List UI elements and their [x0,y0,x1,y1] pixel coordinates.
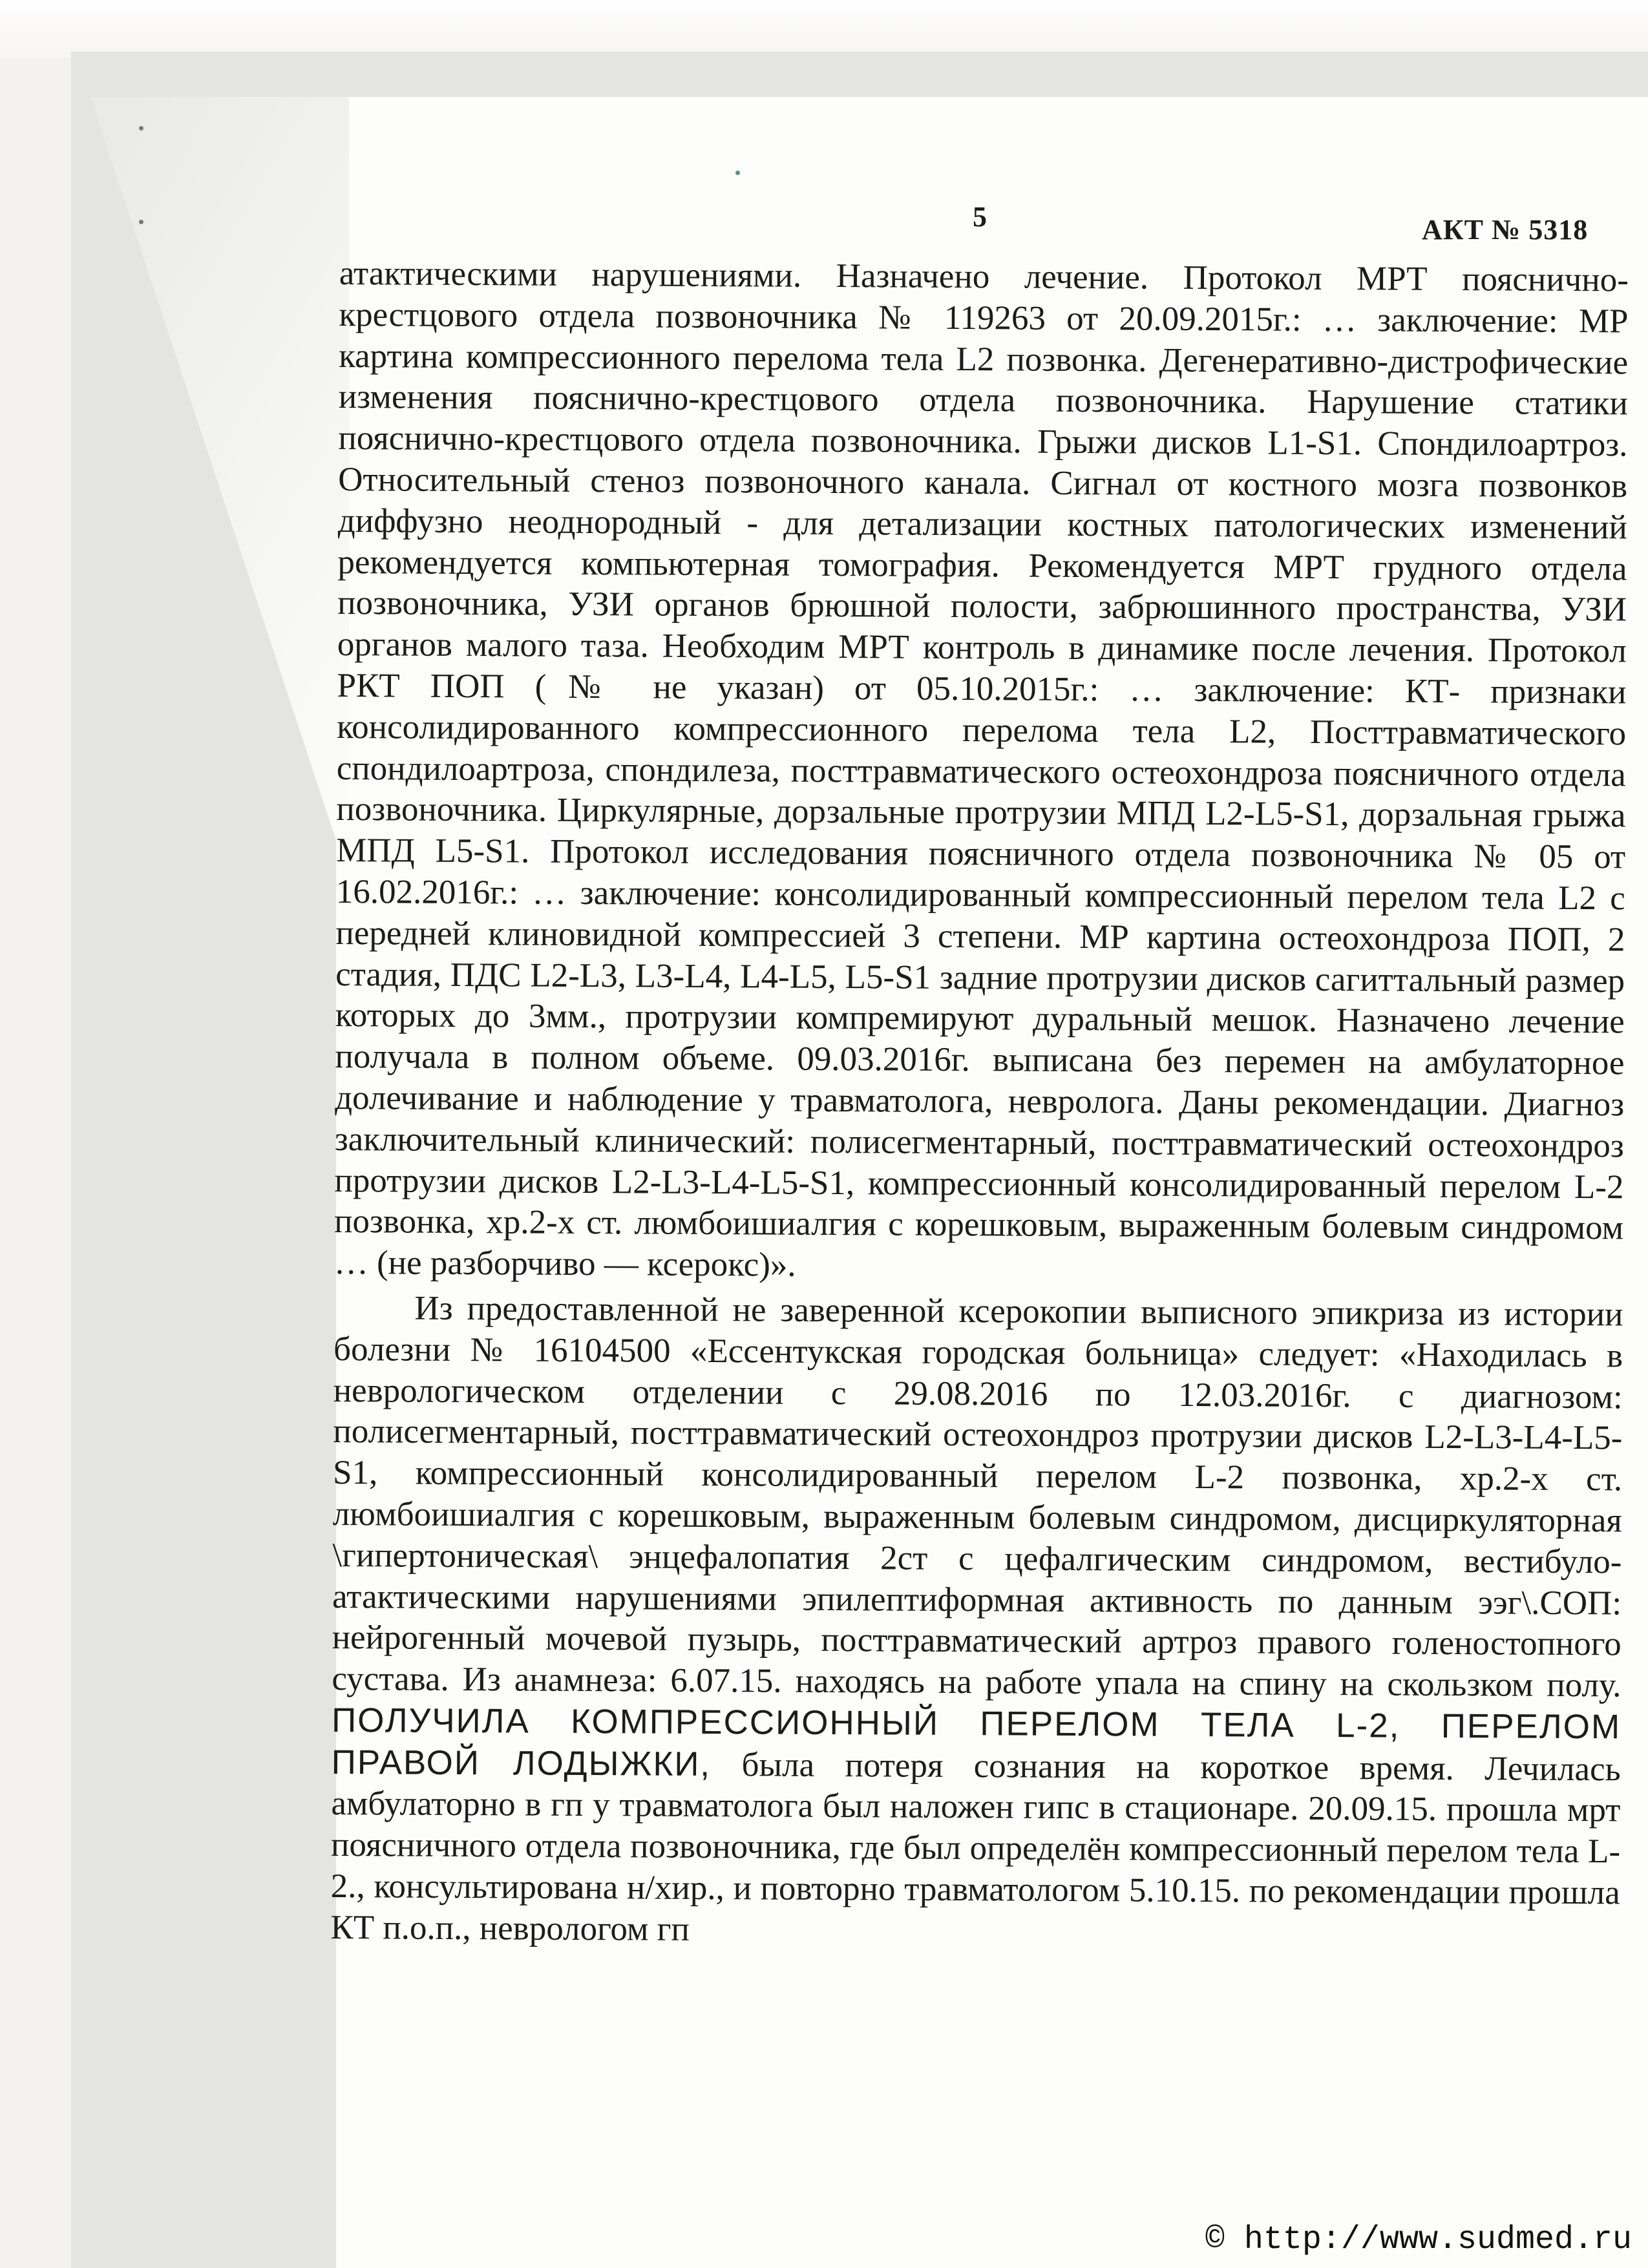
paragraph-2-caps-text: ПОЛУЧИЛА КОМПРЕССИОННЫЙ ПЕРЕЛОМ ТЕЛА L-2, ПЕРЕЛОМ ПРАВОЙ ЛОДЫЖКИ, [331,1701,1622,1783]
paragraph-2-continuation: была потеря сознания на короткое время. Лечилась амбулаторно в гп у травматолога был наложен гипс в стационаре. 20.09.15. прошла мрт поясничного отдела позвоночника, где был определён компрессионный перелом тела L-2., консультирована н/хир., и повторно травматологом 5.10.15. по рекомендации прошла КТ п.о.п., неврологом гп [330,1745,1621,1948]
page-number: 5 [973,201,987,233]
paragraph-2 [330,1288,1623,1955]
scan-speck [139,126,143,131]
watermark: © http://www.sudmed.ru [1205,2221,1632,2258]
paragraph-1: атактическими нарушениями. Назначено лечение. Протокол МРТ пояснично-крестцового отдела позвоночника № 119263 от 20.09.2015г.: … заключение: МР картина компрессионного перелома тела L2 позвонка. Дегенеративно-дистрофические изменения пояснично-крестцового отдела позвоночника. Нарушение статики пояснично-крестцового отдела позвоночника. Грыжи дисков L1-S1. Спондилоартроз. Относительный стеноз позвоночного канала. Сигнал от костного мозга позвонков диффузно неоднородный - для детализации костных патологических изменений рекомендуется компьютерная томография. Рекомендуется МРТ грудного отдела позвоночника, УЗИ органов брюшной полости, забрюшинного пространства, УЗИ органов малого таза. Необходим МРТ контроль в динамике после лечения. Протокол РКТ ПОП (№ не указан) от 05.10.2015г.: … заключение: КТ- признаки консолидированного компрессионного перелома тела L2, Посттравматического спондилоартроза, спондилеза, посттравматического остеохондроза поясничного отдела позвоночника. Циркулярные, дорзальные протрузии МПД L2-L5-S1, дорзальная грыжа МПД L5-S1. Протокол исследования поясничного отдела позвоночника № 05 от 16.02.2016г.: … заключение: консолидированный компрессионный перелом тела L2 с передней клиновидной компрессией 3 степени. МР картина остеохондроза ПОП, 2 стадия, ПДС L2-L3, L3-L4, L4-L5, L5-S1 задние протрузии дисков сагиттальный размер которых до 3мм., протрузии компремируют дуральный мешок. Назначено лечение получала в полном объеме. 09.03.2016г. выписана без перемен на амбулаторное долечивание и наблюдение у травматолога, невролога. Даны рекомендации. Диагноз заключительный клинический: полисегментарный, посттравматический остеохондроз протрузии дисков L2-L3-L4-L5-S1, компрессионный консолидированный перелом L-2 позвонка, хр.2-х ст. люмбоишиалгия с корешковым, выраженным болевым синдромом … (не разборчиво — ксерокс)». [333,254,1629,1284]
scan-speck [735,171,740,175]
document-text [330,253,1629,1955]
scan-top-edge [0,0,1648,58]
scan-speck [139,220,143,224]
act-number: АКТ № 5318 [1422,214,1589,246]
paragraph-2-intro: Из предоставленной не заверенной ксерокопии выписного эпикриза из истории болезни № 16104500 «Ессентукская городская больница» следует: «Находилась в неврологическом отделении с 29.08.2016 по 12.03.2016г. с диагнозом: полисегментарный, посттравматический остеохондроз протрузии дисков L2-L3-L4-L5-S1, компрессионный консолидированный перелом L-2 позвонка, хр.2-х ст. люмбоишиалгия с корешковым, выраженным болевым синдромом, дисциркуляторная \гипертоническая\ энцефалопатия 2ст с цефалгическим синдромом, вестибуло-атактическими нарушениями эпилептиформная активность по данным ээг\.СОП: нейрогенный мочевой пузырь, посттравматический артроз правого голеностопного сустава. Из анамнеза: 6.07.15. находясь на работе упала на спину на скользком полу. [332,1289,1623,1705]
